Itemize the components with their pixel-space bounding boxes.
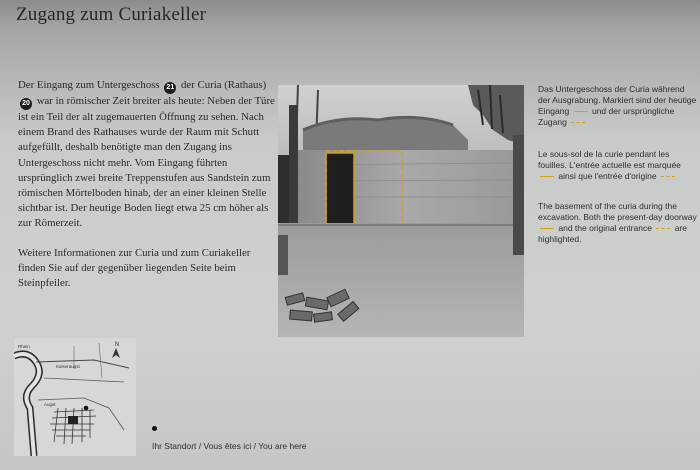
caption-english <box>538 201 698 245</box>
present-doorway-marker <box>540 228 554 229</box>
p1-part3: war in römischer Zeit breiter als heute: Neben der Türe ist ein Teil der alt zugemauerten Öffnung zu sehen. Nach einem Brand des Rathauses wurde der Raum mit Schutt aufgefüllt, deshalb benötigte man den Zugang ins Untergeschoss nicht mehr. Vom Eingang führten ursprünglich zwei breite Treppenstufen aus Sandstein zum römischen Mörtelboden hinab, der an einer kleinen Stelle sichtbar ist. Der heutige Boden liegt etwa 25 cm höher als zur Römerzeit. <box>18 95 275 230</box>
svg-text:N: N <box>114 342 120 348</box>
map-label-kaiseraugst: Kaiseraugst <box>56 364 80 369</box>
excavation-photo <box>278 85 524 337</box>
standort-marker <box>152 426 157 431</box>
caption-german <box>538 84 698 128</box>
present-doorway-marker <box>540 176 554 177</box>
original-entrance-marker <box>571 122 585 123</box>
p1-part2: der Curia (Rathaus) <box>181 79 267 91</box>
p1-part1: Der Eingang zum Untergeschoss <box>18 79 160 91</box>
caption-en-part2: and the original entrance <box>558 223 652 233</box>
page-title: Zugang zum Curiakeller <box>16 4 207 25</box>
paragraph-1 <box>18 78 280 232</box>
badge-20: 20 <box>20 98 32 110</box>
caption-de-part1: Das Untergeschoss der Curia während der Ausgrabung. Markiert sind der heutige Eingang <box>538 84 697 116</box>
location-map <box>14 338 136 456</box>
original-entrance-marker <box>661 176 675 177</box>
map-label-rhein: Rhein <box>18 344 30 349</box>
present-doorway-marker <box>574 111 588 112</box>
caption-de-part2: und der ursprüngliche Zugang <box>538 106 675 127</box>
standort-label: Ihr Standort / Vous êtes ici / You are here <box>152 441 307 451</box>
badge-21: 21 <box>164 82 176 94</box>
main-text <box>18 78 280 291</box>
caption-fr-part1: Le sous-sol de la curie pendant les fouilles. L'entrée actuelle est marquée <box>538 149 681 170</box>
paragraph-2: Weitere Informationen zur Curia und zum Curiakeller finden Sie auf der gegenüber liegenden Seite beim Steinpfeiler. <box>18 246 251 290</box>
caption-en-part1: The basement of the curia during the excavation. Both the present-day doorway <box>538 201 697 222</box>
caption-french <box>538 149 698 182</box>
original-entrance-marker <box>656 228 670 229</box>
caption-en-part3: are highlighted. <box>538 223 687 244</box>
caption-fr-part2: ainsi que l'entrée d'origine <box>558 171 657 181</box>
map-label-augst: Augst <box>44 402 56 407</box>
